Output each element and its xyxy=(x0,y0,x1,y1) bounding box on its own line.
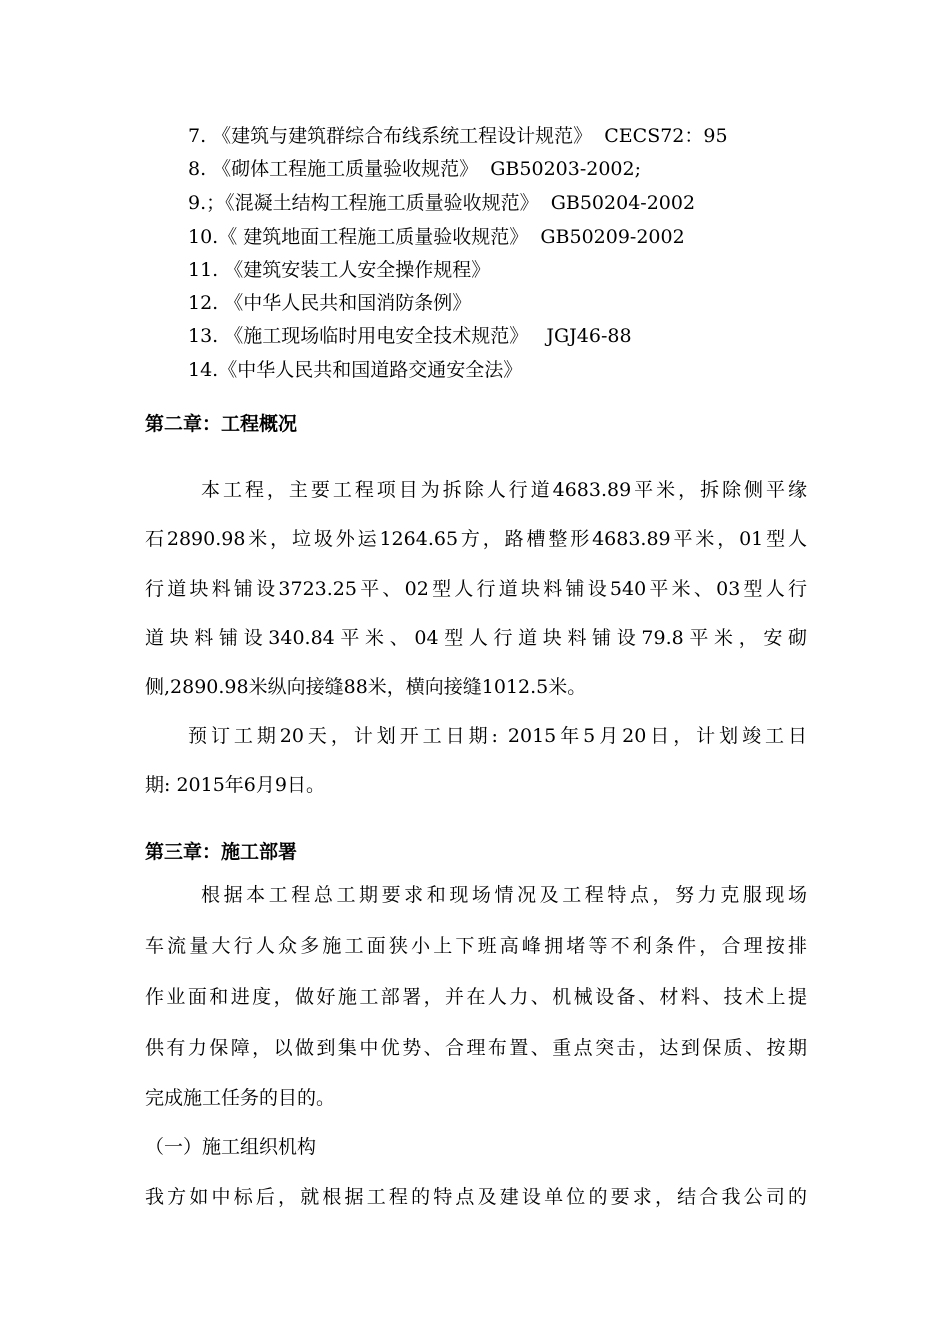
chapter-2-schedule-line: 期: 2015年6月9日。 xyxy=(145,774,325,796)
chapter-3-paragraph-line: 供有力保障，以做到集中优势、合理布置、重点突击，达到保质、按期 xyxy=(145,1037,807,1059)
reference-item-12: 12. 《中华人民共和国消防条例》 xyxy=(188,292,472,314)
chapter-2-paragraph-line: 石2890.98米，垃圾外运1264.65方，路槽整形4683.89平米，01型人 xyxy=(145,528,807,550)
chapter-3-paragraph-line: 完成施工任务的目的。 xyxy=(145,1087,336,1109)
reference-item-10: 10.《 建筑地面工程施工质量验收规范》 GB50209-2002 xyxy=(188,226,685,248)
section-1-title: （一）施工组织机构 xyxy=(145,1136,317,1158)
chapter-3-paragraph-line: 作业面和进度，做好施工部署，并在人力、机械设备、材料、技术上提 xyxy=(145,986,807,1008)
chapter-3-heading: 第三章：施工部署 xyxy=(145,841,298,863)
chapter-2-paragraph-line: 侧,2890.98米纵向接缝88米，横向接缝1012.5米。 xyxy=(145,676,587,698)
chapter-2-paragraph-line: 道块料铺设340.84平米、04型人行道块料铺设79.8平米，安砌 xyxy=(145,627,807,649)
chapter-2-schedule-line: 预订工期20天，计划开工日期: 2015年5月20日，计划竣工日 xyxy=(188,725,807,747)
reference-item-7: 7. 《建筑与建筑群综合布线系统工程设计规范》 CECS72：95 xyxy=(188,125,728,147)
reference-item-14: 14.《中华人民共和国道路交通安全法》 xyxy=(188,359,523,381)
reference-item-11: 11. 《建筑安装工人安全操作规程》 xyxy=(188,259,491,281)
reference-item-8: 8. 《砌体工程施工质量验收规范》 GB50203-2002; xyxy=(188,158,642,180)
chapter-2-heading: 第二章：工程概况 xyxy=(145,413,298,435)
chapter-3-paragraph-line: 车流量大行人众多施工面狭小上下班高峰拥堵等不利条件，合理按排 xyxy=(145,935,807,957)
reference-item-9: 9.；《混凝土结构工程施工质量验收规范》 GB50204-2002 xyxy=(188,192,696,214)
chapter-3-paragraph-line: 根据本工程总工期要求和现场情况及工程特点，努力克服现场 xyxy=(201,884,807,906)
chapter-2-paragraph-line: 本工程，主要工程项目为拆除人行道4683.89平米，拆除侧平缘 xyxy=(201,479,807,501)
chapter-2-paragraph-line: 行道块料铺设3723.25平、02型人行道块料铺设540平米、03型人行 xyxy=(145,578,807,600)
section-1-paragraph-line: 我方如中标后，就根据工程的特点及建设单位的要求，结合我公司的 xyxy=(145,1186,807,1208)
reference-item-13: 13. 《施工现场临时用电安全技术规范》 JGJ46-88 xyxy=(188,325,632,347)
